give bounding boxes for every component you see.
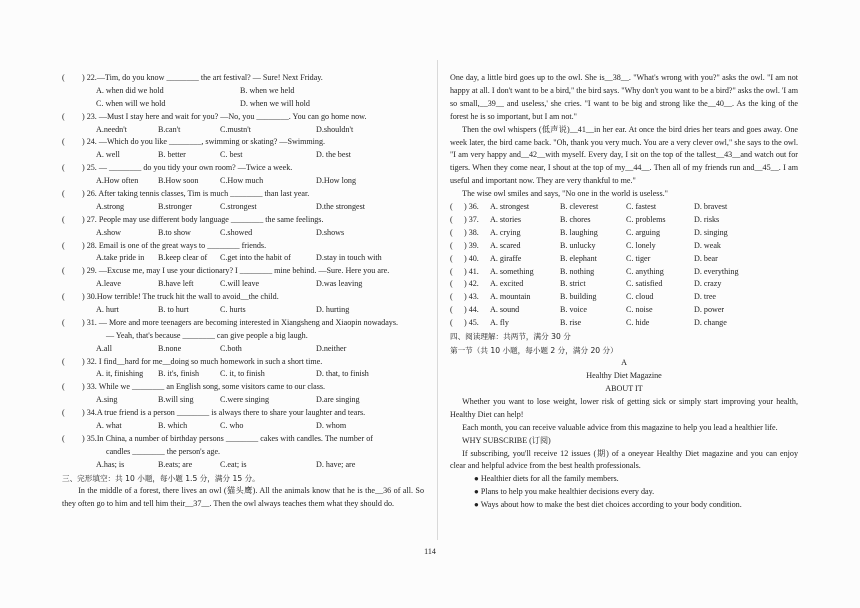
option-c[interactable]: C. problems (626, 214, 666, 224)
passage-letter: A (621, 358, 627, 368)
cloze-question-row (450, 214, 798, 227)
cloze-options-list (450, 201, 798, 330)
question-stem: ) 22.—Tim, do you know ________ the art festival? — Sure! Next Friday. (82, 73, 323, 82)
answer-paren[interactable]: ( (450, 214, 453, 224)
option-b[interactable]: B. voice (560, 305, 587, 315)
option-d[interactable]: D.How long (316, 176, 357, 186)
options-26 (62, 201, 424, 214)
question-stem: ) 28. Email is one of the great ways to ________ friends. (82, 240, 267, 250)
option-c[interactable]: C. cloud (626, 292, 654, 302)
option-d[interactable]: D. power (694, 305, 725, 315)
option-d[interactable]: D. bravest (694, 202, 728, 212)
option-a[interactable]: A. mountain (490, 292, 531, 302)
question-30 (62, 291, 424, 304)
question-stem: ) 24. —Which do you like ________, swimming or skating? —Swimming. (82, 137, 326, 147)
option-c[interactable]: C.were singing (220, 395, 270, 405)
question-25 (62, 162, 424, 175)
option-d[interactable]: D. singing (694, 227, 728, 237)
option-d[interactable]: D. hurting (316, 305, 350, 315)
option-d[interactable]: D.shouldn't (316, 124, 354, 134)
section-subheading: 第一节（共 10 小题，每小题 2 分，满分 20 分） (450, 345, 618, 355)
answer-paren[interactable]: ( (450, 202, 453, 212)
answer-paren[interactable]: ( (62, 433, 65, 443)
cloze-question-row (450, 304, 798, 317)
option-b[interactable]: B. to hurt (158, 305, 189, 315)
cloze-question-row (450, 278, 798, 291)
cloze-question-row (450, 266, 798, 279)
options-32 (62, 368, 424, 381)
option-d[interactable]: D. bear (694, 253, 718, 263)
option-b[interactable]: B.How soon (158, 176, 199, 186)
answer-paren[interactable]: ( (450, 292, 453, 302)
question-stem: ) 29. —Excuse me, may I use your dictionary? I ________ mine behind. —Sure. Here you are. (82, 266, 390, 276)
option-b[interactable]: B. rise (560, 318, 582, 328)
option-b[interactable]: B.to show (158, 227, 191, 237)
option-a[interactable]: A. scared (490, 240, 521, 250)
options-30 (62, 304, 424, 317)
option-c[interactable]: C.will leave (220, 279, 260, 289)
answer-paren[interactable]: ( (62, 73, 65, 82)
option-d[interactable]: D. that, to finish (316, 369, 369, 379)
options-28 (62, 252, 424, 265)
option-a[interactable]: A.take pride in (96, 253, 145, 263)
reading-paragraph-3: If subscribing, you'll receive 12 issues (期) of a oneyear Healthy Diet magazine and you can enjoy clear and helpful advice from the best health professionals. (450, 448, 798, 471)
option-a[interactable]: A. fly (490, 318, 509, 328)
option-a[interactable]: A.show (96, 227, 121, 237)
option-c[interactable]: C.strongest (220, 201, 257, 211)
option-b[interactable]: B. strict (560, 279, 586, 289)
option-b[interactable]: B. which (158, 421, 188, 431)
question-stem: ) 26. After taking tennis classes, Tim is much ________ than last year. (82, 189, 310, 199)
answer-paren[interactable]: ( (62, 292, 65, 302)
cloze-question-row (450, 253, 798, 266)
question-29 (62, 265, 424, 278)
cloze-question-row (450, 317, 798, 330)
options-31 (62, 343, 424, 356)
answer-paren[interactable]: ( (450, 266, 453, 276)
cloze-paragraph-4: The wise owl smiles and says, "No one in the world is useless." (462, 189, 668, 199)
answer-paren[interactable]: ( (62, 382, 65, 392)
question-stem: ) 32. I find__hard for me__doing so much homework in such a short time. (82, 356, 323, 366)
options-27 (62, 227, 424, 240)
question-stem-continued: — Yeah, that's because ________ can give people a big laugh. (106, 330, 308, 340)
option-c[interactable]: C.showed (220, 227, 253, 237)
right-column (450, 72, 798, 512)
cloze-question-row (450, 201, 798, 214)
option-a[interactable]: A. excited (490, 279, 524, 289)
answer-paren[interactable]: ( (450, 318, 453, 328)
option-c[interactable]: C. it, to finish (220, 369, 265, 379)
cloze-paragraph-3: Then the owl whispers (低声说)__41__in her ear. At once the bird dries her tears and goes away. One week later, the bird came back. "Oh, thank you very much. You are a very clever owl," she says to the owl. "I am very happy and__42__with myself. Every day, I sit on the top of the tallest__43__and watch out for tigers. When they come near, I shout at the top of my__44__. Then all of my friends run and__45__. I am useful and important now. They are very thankful to me." (450, 124, 798, 186)
answer-paren[interactable]: ( (450, 240, 453, 250)
question-stem: ) 35.In China, a number of birthday persons ________ cakes with candles. The number of (82, 433, 373, 443)
option-a[interactable]: A.needn't (96, 124, 127, 134)
option-c[interactable]: C. arguing (626, 227, 661, 237)
options-22b (62, 98, 424, 111)
answer-paren[interactable]: ( (450, 305, 453, 315)
answer-paren[interactable]: ( (62, 189, 65, 199)
option-b[interactable]: B. laughing (560, 227, 598, 237)
option-c[interactable]: C. when will we hold (96, 98, 166, 108)
reading-paragraph-2: Each month, you can receive valuable advice from this magazine to help you lead a healthier life. (462, 422, 778, 432)
option-d[interactable]: D. everything (694, 266, 739, 276)
option-a[interactable]: A. when did we hold (96, 85, 164, 95)
question-stem: ) 27. People may use different body language ________ the same feelings. (82, 214, 324, 224)
question-32 (62, 356, 424, 369)
question-stem-continued: candles ________ the person's age. (106, 446, 221, 456)
options-34 (62, 420, 424, 433)
passage-title: Healthy Diet Magazine (586, 371, 662, 381)
option-c[interactable]: C.How much (220, 176, 264, 186)
cloze-question-row (450, 240, 798, 253)
cloze-paragraph-2: One day, a little bird goes up to the owl. She is__38__. "What's wrong with you?" asks the owl. "I am not happy at all. I don't want to be a bird," the bird says. "Why don't you want to be a bird?" asks the owl. 'I am so small,__39__ and useless,' she cries. "I want to be big and strong like the__40__. As the king of the forest he is so important, but I am not." (450, 73, 798, 121)
section-heading-cloze: 三、完形填空：共 10 小题，每小题 1.5 分，满分 15 分。 (62, 473, 260, 483)
option-a[interactable]: A. hurt (96, 305, 119, 315)
option-b[interactable]: B. building (560, 292, 597, 302)
option-b[interactable]: B. elephant (560, 253, 597, 263)
option-a[interactable]: A.How often (96, 176, 139, 186)
option-b[interactable]: B. nothing (560, 266, 595, 276)
question-number: ) 43. (464, 292, 479, 302)
page-number: 114 (424, 547, 436, 556)
option-b[interactable]: B. cleverest (560, 202, 599, 212)
answer-paren[interactable]: ( (62, 317, 65, 327)
option-b[interactable]: B. when we held (240, 85, 295, 95)
option-d[interactable]: D. whom (316, 421, 347, 431)
option-b[interactable]: B.have left (158, 279, 194, 289)
option-c[interactable]: C.eat; is (220, 459, 247, 469)
option-d[interactable]: D. tree (694, 292, 717, 302)
option-b[interactable]: B. better (158, 150, 186, 160)
question-stem: ) 34.A true friend is a person ________ is always there to share your laughter and tears. (82, 408, 366, 418)
option-d[interactable]: D.neither (316, 343, 347, 353)
option-c[interactable]: C. who (220, 421, 244, 431)
question-number: ) 36. (464, 202, 479, 212)
question-stem: ) 30.How terrible! The truck hit the wall to avoid__the child. (82, 292, 279, 302)
option-d[interactable]: D.the strongest (316, 201, 366, 211)
question-34 (62, 407, 424, 420)
answer-paren[interactable]: ( (62, 240, 65, 250)
question-24 (62, 136, 424, 149)
option-c[interactable]: C.mustn't (220, 124, 251, 134)
option-b[interactable]: B.eats; are (158, 459, 193, 469)
option-d[interactable]: D.was leaving (316, 279, 363, 289)
options-22 (62, 85, 424, 98)
question-35 (62, 433, 424, 446)
option-c[interactable]: C. noise (626, 305, 653, 315)
option-d[interactable]: D. have; are (316, 459, 356, 469)
answer-paren[interactable]: ( (450, 253, 453, 263)
question-number: ) 40. (464, 253, 479, 263)
option-a[interactable]: A. sound (490, 305, 520, 315)
option-d[interactable]: D. the best (316, 150, 351, 160)
bullet-item: ● Healthier diets for all the family members. (474, 474, 619, 484)
question-stem: ) 31. — More and more teenagers are becoming interested in Xiangsheng and Xiaopin nowadays. (82, 317, 399, 327)
option-c[interactable]: C. best (220, 150, 243, 160)
question-31 (62, 317, 424, 330)
options-35 (62, 459, 424, 472)
left-column (62, 72, 424, 511)
option-c[interactable]: C. hide (626, 318, 650, 328)
option-a[interactable]: A. something (490, 266, 534, 276)
options-29 (62, 278, 424, 291)
option-d[interactable]: D. when we will hold (240, 98, 310, 108)
options-25 (62, 175, 424, 188)
question-stem: ) 23. —Must I stay here and wait for you? —No, you ________. You can go home now. (82, 111, 367, 121)
cloze-question-row (450, 291, 798, 304)
answer-paren[interactable]: ( (450, 227, 453, 237)
question-stem: ) 25. — ________ do you tidy your own room? —Twice a week. (82, 163, 293, 173)
option-d[interactable]: D. crazy (694, 279, 722, 289)
question-number: ) 37. (464, 214, 479, 224)
option-b[interactable]: B.keep clear of (158, 253, 208, 263)
option-c[interactable]: C. satisfied (626, 279, 663, 289)
answer-paren[interactable]: ( (62, 163, 65, 173)
passage-subtitle: ABOUT IT (605, 383, 643, 393)
option-c[interactable]: C. anything (626, 266, 664, 276)
option-d[interactable]: D. risks (694, 214, 720, 224)
answer-paren[interactable]: ( (62, 111, 65, 121)
option-d[interactable]: D.are singing (316, 395, 360, 405)
question-number: ) 42. (464, 279, 479, 289)
bullet-item: ● Plans to help you make healthier decisions every day. (474, 487, 655, 497)
reading-heading-subscribe: WHY SUBSCRIBE (订阅) (462, 435, 551, 445)
bullet-item: ● Ways about how to make the best diet choices according to your body condition. (474, 500, 742, 510)
option-a[interactable]: A. crying (490, 227, 521, 237)
answer-paren[interactable]: ( (62, 408, 65, 418)
question-22 (62, 72, 424, 85)
option-a[interactable]: A. what (96, 421, 122, 431)
question-33 (62, 381, 424, 394)
question-27 (62, 214, 424, 227)
option-c[interactable]: C. hurts (220, 305, 246, 315)
column-divider (437, 60, 438, 540)
option-b[interactable]: B.none (158, 343, 182, 353)
option-c[interactable]: C. tiger (626, 253, 651, 263)
question-number: ) 45. (464, 318, 479, 328)
option-b[interactable]: B.stronger (158, 201, 192, 211)
option-a[interactable]: A.strong (96, 201, 125, 211)
answer-paren[interactable]: ( (62, 266, 65, 276)
options-33 (62, 394, 424, 407)
option-d[interactable]: D.shows (316, 227, 345, 237)
question-23 (62, 111, 424, 124)
option-d[interactable]: D. weak (694, 240, 721, 250)
option-b[interactable]: B.can't (158, 124, 181, 134)
option-a[interactable]: A.sing (96, 395, 118, 405)
section-heading-reading: 四、阅读理解：共两节，满分 30 分 (450, 331, 571, 341)
option-a[interactable]: A. giraffe (490, 253, 522, 263)
option-c[interactable]: C.both (220, 343, 242, 353)
question-number: ) 44. (464, 305, 479, 315)
option-b[interactable]: B. it's, finish (158, 369, 200, 379)
cloze-paragraph-1: In the middle of a forest, there lives an owl (猫头鹰). All the animals know that he is the__36 of all. So they often go to him and tell him their__37__. Then the owl always teaches them what they should do. (62, 486, 424, 509)
option-d[interactable]: D.stay in touch with (316, 253, 382, 263)
answer-paren[interactable]: ( (62, 356, 65, 366)
question-number: ) 41. (464, 266, 479, 276)
option-b[interactable]: B. unlucky (560, 240, 596, 250)
option-c[interactable]: C.get into the habit of (220, 253, 291, 263)
cloze-question-row (450, 227, 798, 240)
question-number: ) 38. (464, 227, 479, 237)
option-a[interactable]: A.all (96, 343, 112, 353)
answer-paren[interactable]: ( (62, 137, 65, 147)
option-d[interactable]: D. change (694, 318, 727, 328)
reading-paragraph-1: Whether you want to lose weight, lower risk of getting sick or simply start improving your health, Healthy Diet can help! (450, 396, 798, 419)
option-a[interactable]: A. well (96, 150, 120, 160)
answer-paren[interactable]: ( (62, 214, 65, 224)
option-a[interactable]: A.leave (96, 279, 121, 289)
option-a[interactable]: A.has; is (96, 459, 125, 469)
option-a[interactable]: A. it, finishing (96, 369, 144, 379)
question-stem: ) 33. While we ________ an English song, some visitors came to our class. (82, 382, 326, 392)
options-23 (62, 124, 424, 137)
question-26 (62, 188, 424, 201)
option-a[interactable]: A. strongest (490, 202, 530, 212)
option-c[interactable]: C. fastest (626, 202, 657, 212)
options-24 (62, 149, 424, 162)
option-a[interactable]: A. stories (490, 214, 522, 224)
option-b[interactable]: B. chores (560, 214, 591, 224)
question-28 (62, 240, 424, 253)
option-c[interactable]: C. lonely (626, 240, 656, 250)
question-number: ) 39. (464, 240, 479, 250)
answer-paren[interactable]: ( (450, 279, 453, 289)
option-b[interactable]: B.will sing (158, 395, 194, 405)
